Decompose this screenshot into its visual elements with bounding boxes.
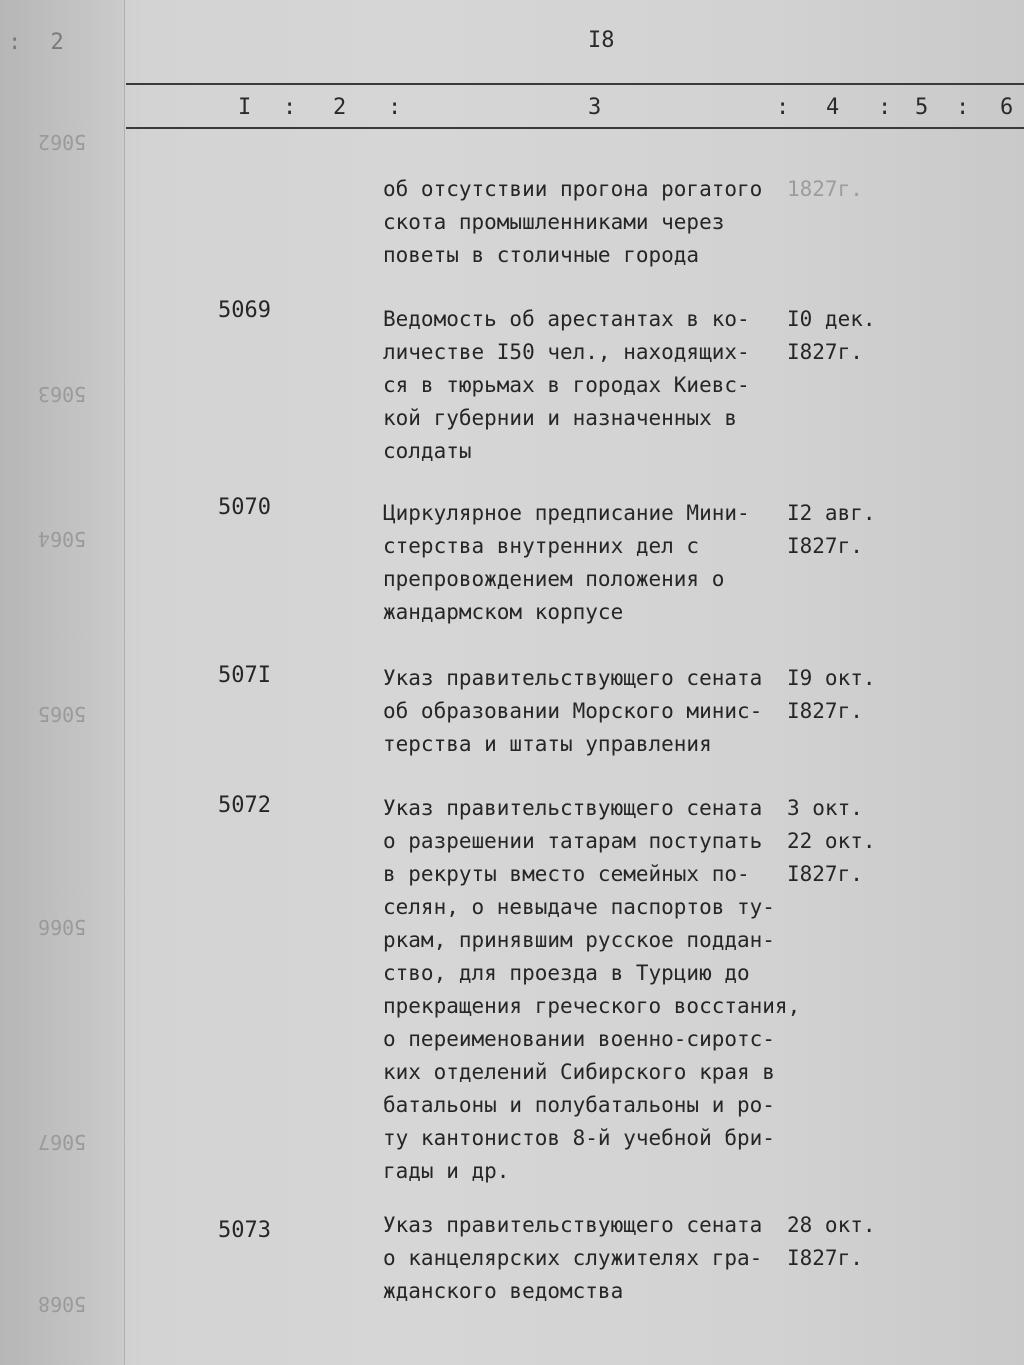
entry-description: Указ правительствующего сената о разрешении татарам поступать в рекруты вместо семейных по- селян, о невыдаче паспортов ту- ркам, принявшим русское поддан- ство, для проезда в Турцию до прекращения греческого восстания, о переименовании военно-сиротс- ких отделений Сибирского края в батальоны и полубатальоны и ро- ту кантонистов 8-й учебной бри- гады и др. [383, 796, 801, 1183]
column-separator: : [956, 95, 970, 120]
entry-date: 1827г. [787, 177, 863, 201]
header-top-rule [126, 83, 1024, 85]
entry-number: 5069 [218, 298, 271, 323]
entry-number: 5070 [218, 495, 271, 520]
ghost-number: 5064 [38, 527, 87, 551]
column-header-6: 6 [1000, 95, 1014, 120]
entry-description: Циркулярное предписание Мини- стерства внутренних дел с препровождением положения о жандармском корпусе [383, 501, 750, 624]
column-separator: : [388, 95, 402, 120]
ghost-number: 5062 [38, 130, 87, 154]
column-separator: : [878, 95, 892, 120]
column-header-1: I [238, 95, 252, 120]
header-bottom-rule [126, 127, 1024, 129]
ghost-number: 5066 [38, 915, 87, 939]
entry-description: об отсутствии прогона рогатого скота промышленниками через поветы в столичные города [383, 177, 763, 267]
column-header-3: 3 [588, 95, 602, 120]
column-header-4: 4 [826, 95, 840, 120]
ghost-number: 5063 [38, 382, 87, 406]
previous-page-header-marks: : 2 [8, 30, 72, 55]
column-separator: : [776, 95, 790, 120]
entry-date: I0 дек. I827г. [787, 307, 876, 364]
column-separator: : [283, 95, 297, 120]
entry-description: Указ правительствующего сената о канцелярских служителях гра- жданского ведомства [383, 1213, 763, 1303]
page-number: I8 [588, 28, 615, 53]
entry-description: Указ правительствующего сената об образовании Морского минис- терства и штаты управления [383, 666, 763, 756]
ghost-number: 5068 [38, 1292, 87, 1316]
entry-number: 5073 [218, 1218, 271, 1243]
entry-date: 28 окт. I827г. [787, 1213, 876, 1270]
entry-date: I9 окт. I827г. [787, 666, 876, 723]
entry-number: 5072 [218, 793, 271, 818]
entry-description: Ведомость об арестантах в ко- личестве I50 чел., находящих- ся в тюрьмах в городах Киевс- кой губернии и назначенных в солдаты [383, 307, 750, 463]
entry-number: 507I [218, 663, 271, 688]
entry-date: I2 авг. I827г. [787, 501, 876, 558]
ghost-number: 5067 [38, 1130, 87, 1154]
ghost-number: 5065 [38, 702, 87, 726]
column-header-2: 2 [333, 95, 347, 120]
entry-date: 3 окт. 22 окт. I827г. [787, 796, 876, 886]
column-header-5: 5 [915, 95, 929, 120]
previous-page-margin [0, 0, 125, 1365]
